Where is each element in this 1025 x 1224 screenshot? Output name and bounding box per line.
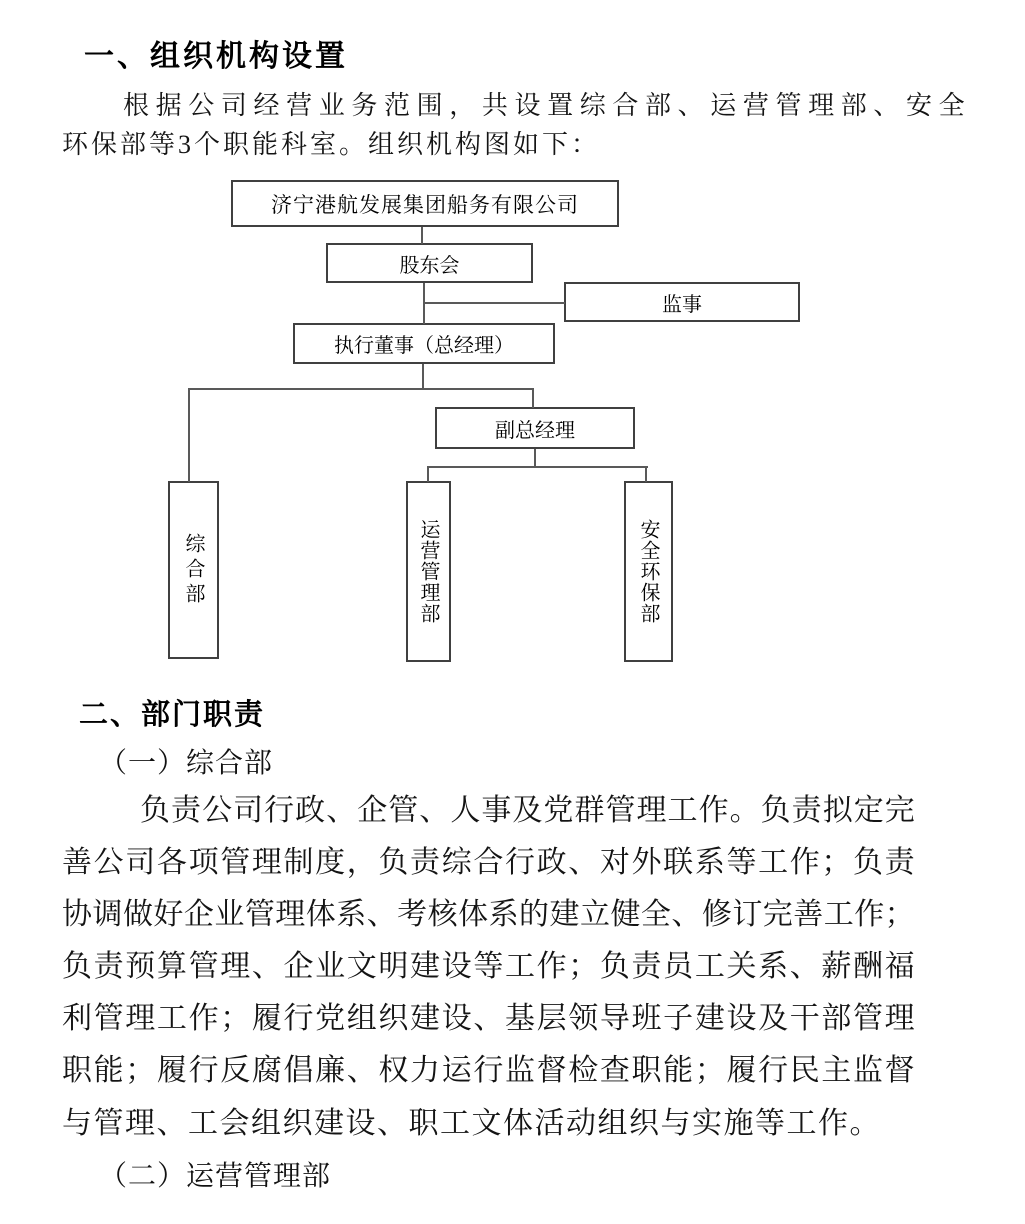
org-box-dept-operations bbox=[406, 481, 451, 662]
org-box-dept-general-label: 综合部 bbox=[182, 532, 204, 608]
org-box-executive-director-label: 执行董事（总经理） bbox=[334, 335, 514, 357]
section1-paragraph-line-2: 环保部等3个职能科室。组织机构图如下： bbox=[62, 130, 601, 159]
connector-line bbox=[532, 390, 534, 408]
org-box-dept-safety-label: 安全环保部 bbox=[637, 519, 659, 624]
body-line: 职 能 ； 履 行 反 腐 倡 廉 、 权 力 运 行 监 督 检 查 职 能 ； 履 行 民 主 监 督 bbox=[62, 1054, 915, 1087]
org-box-deputy-gm-label: 副总经理 bbox=[495, 419, 575, 442]
org-box-shareholders-label: 股东会 bbox=[399, 254, 460, 277]
body-line: 与管理、工会组织建设、职工文体活动组织与实施等工作。 bbox=[62, 1107, 881, 1140]
connector-line bbox=[645, 468, 647, 482]
org-box-supervisor bbox=[564, 282, 800, 322]
body-line: 负 责 公 司 行 政 、 企 管 、 人 事 及 党 群 管 理 工 作 。 负 责 拟 定 完 bbox=[140, 794, 915, 827]
org-box-company-label: 济宁港航发展集团船务有限公司 bbox=[271, 192, 579, 217]
org-box-dept-general bbox=[168, 481, 219, 659]
connector-line bbox=[427, 468, 429, 482]
connector-line bbox=[188, 388, 534, 390]
connector-line bbox=[421, 227, 423, 244]
org-box-company bbox=[231, 180, 619, 227]
section1-paragraph-line-1: 根 据 公 司 经 营 业 务 范 围 ， 共 设 置 综 合 部 、 运 营 管 理 部 、 安 全 bbox=[123, 91, 965, 120]
org-box-supervisor-label: 监事 bbox=[662, 293, 702, 316]
section2-subheading-operations-dept: （二）运营管理部 bbox=[99, 1161, 332, 1192]
connector-line bbox=[424, 302, 565, 304]
connector-line bbox=[188, 390, 190, 482]
section1-heading: 一、组织机构设置 bbox=[84, 40, 348, 73]
connector-line bbox=[427, 466, 648, 468]
org-box-dept-operations-label: 运营管理部 bbox=[417, 519, 439, 624]
org-box-deputy-general-manager bbox=[435, 407, 635, 449]
connector-line bbox=[422, 364, 424, 390]
body-line: 负 责 预 算 管 理 、 企 业 文 明 建 设 等 工 作 ； 负 责 员 工 关 系 、 薪 酬 福 bbox=[62, 950, 915, 983]
body-line: 善 公 司 各 项 管 理 制 度 ， 负 责 综 合 行 政 、 对 外 联 系 等 工 作 ； 负 责 bbox=[62, 846, 915, 879]
section2-subheading-general-dept: （一）综合部 bbox=[99, 748, 274, 779]
body-line: 利 管 理 工 作 ； 履 行 党 组 织 建 设 、 基 层 领 导 班 子 建 设 及 干 部 管 理 bbox=[62, 1002, 915, 1035]
org-box-executive-director bbox=[293, 323, 555, 364]
org-box-dept-safety bbox=[624, 481, 673, 662]
section2-heading: 二、部门职责 bbox=[79, 699, 266, 731]
body-line: 协 调 做 好 企 业 管 理 体 系 、 考 核 体 系 的 建 立 健 全 、 修 订 完 善 工 作 ； bbox=[62, 898, 915, 931]
org-box-shareholders-meeting bbox=[326, 243, 533, 283]
